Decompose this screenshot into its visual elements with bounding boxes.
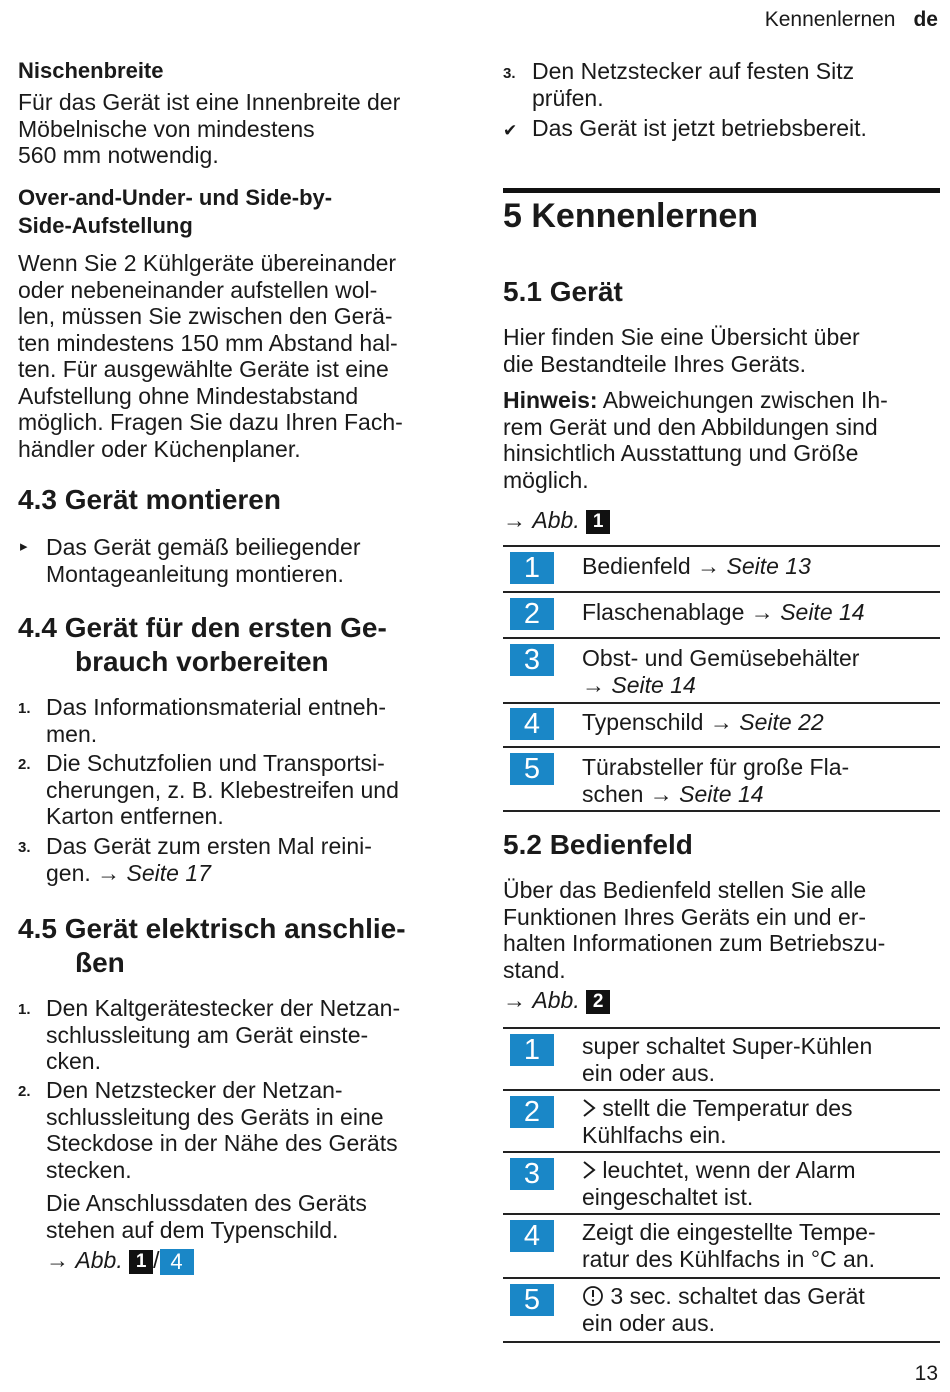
text-line: stand. [503, 956, 566, 983]
text-line: die Bestandteile Ihres Geräts. [503, 350, 806, 377]
text-line: schlussleitung am Gerät einste- [46, 1021, 369, 1048]
item-number-badge: 5 [510, 753, 554, 785]
table-row [503, 1089, 940, 1151]
text-line: Das Gerät zum ersten Mal reini- [46, 833, 372, 859]
cell-text-part: leuchtet, wenn der Alarm [596, 1157, 856, 1183]
text-line: händler oder Küchenplaner. [18, 435, 301, 462]
text-line: 560 mm notwendig. [18, 142, 219, 168]
bullet-icon: ▸ [20, 538, 28, 555]
item-number-badge: 3 [510, 1158, 554, 1190]
figure-label: Abb. [532, 987, 580, 1013]
cell-text-part: stellt die Temperatur des [596, 1095, 853, 1121]
figure-label: Abb. [532, 507, 580, 533]
text-line: Das Gerät gemäß beiliegender [46, 534, 361, 560]
text-line: men. [46, 720, 98, 747]
page-link[interactable]: Seite 14 [679, 780, 764, 807]
page-link[interactable]: Seite 14 [611, 671, 696, 698]
table-cell [582, 1219, 940, 1272]
item-number-badge: 4 [510, 1220, 554, 1252]
control-panel-table [503, 1027, 940, 1343]
figure-number-box[interactable]: 1 [586, 510, 610, 534]
text-line: schlussleitung des Geräts in eine [46, 1103, 384, 1130]
table-bottom-rule [503, 1341, 940, 1343]
step-3 [503, 58, 940, 111]
check-icon: ✔ [503, 121, 518, 140]
text-line [46, 860, 458, 887]
text-line: rem Gerät und den Abbildungen sind [503, 413, 878, 440]
list-item [18, 694, 458, 747]
arrow-icon: → [503, 987, 526, 1013]
table-bottom-rule [503, 810, 940, 812]
table-row [503, 1151, 940, 1213]
note-label: Hinweis: [503, 387, 598, 413]
section-5-2-heading: 5.2 Bedienfeld [503, 829, 693, 860]
step-number: 1. [18, 700, 31, 717]
list-item [18, 995, 458, 1075]
chevron-right-icon [582, 1160, 596, 1180]
table-row [503, 545, 940, 591]
text-line: möglich. Fragen Sie dazu Ihren Fach- [18, 409, 403, 435]
figure-reference [46, 1247, 194, 1275]
cell-text [582, 1157, 940, 1184]
table-cell [582, 645, 940, 698]
text-line: Montageanleitung montieren. [46, 560, 344, 587]
arrow-icon: → [503, 507, 526, 533]
s51-text [503, 324, 860, 377]
cell-text: Zeigt die eingestellte Tempe- [582, 1219, 876, 1245]
cell-text-part: 3 sec. schaltet das Gerät [604, 1283, 865, 1309]
section-5-1-heading: 5.1 Gerät [503, 276, 623, 307]
table-cell [582, 1157, 940, 1210]
text-line: stecken. [46, 1156, 132, 1183]
table-row [503, 746, 940, 810]
step-number: 2. [18, 1083, 31, 1100]
header-lang: de [913, 8, 938, 31]
text-line: Den Netzstecker der Netzan- [46, 1077, 343, 1103]
text-line: oder nebeneinander aufstellen wol- [18, 276, 378, 303]
s52-text [503, 877, 885, 983]
cell-text: Flaschenablage → [582, 599, 781, 625]
header-section: Kennenlernen [764, 8, 896, 31]
page-link[interactable]: Seite 14 [780, 599, 865, 625]
power-icon [582, 1285, 604, 1307]
cell-text: ratur des Kühlfachs in °C an. [582, 1245, 876, 1272]
page-link[interactable]: Seite 22 [739, 709, 824, 735]
text-line: Möbelnische von mindestens [18, 115, 315, 142]
separator: / [153, 1247, 160, 1273]
table-row [503, 1277, 940, 1341]
step-number: 3. [503, 65, 516, 82]
heading-line: brauch vorbereiten [75, 646, 329, 677]
over-under-heading [18, 184, 332, 240]
text-line: prüfen. [532, 84, 604, 111]
text-line: Wenn Sie 2 Kühlgeräte übereinander [18, 250, 397, 276]
table-cell [582, 599, 940, 626]
text-line: Karton entfernen. [46, 803, 224, 829]
table-row [503, 702, 940, 746]
s43-step [18, 534, 458, 587]
table-cell [582, 553, 940, 580]
item-number-box[interactable]: 4 [160, 1249, 194, 1275]
heading-line: 4.5 Gerät elektrisch anschlie- [18, 913, 406, 944]
item-number-badge: 2 [510, 598, 554, 630]
cell-text: super schaltet Super-Kühlen [582, 1033, 873, 1059]
over-under-text [18, 250, 403, 462]
cell-text [582, 1283, 940, 1310]
page-header [765, 8, 938, 32]
text-line: cken. [46, 1048, 101, 1074]
step-number: 3. [18, 839, 31, 856]
note-text: Abweichungen zwischen Ih- [597, 387, 888, 413]
figure-reference-1 [503, 507, 610, 534]
text-line: ten mindestens 150 mm Abstand hal- [18, 329, 398, 356]
text-line: halten Informationen zum Betriebszu- [503, 930, 886, 956]
step-number: 2. [18, 756, 31, 773]
heading-line: 4.4 Gerät für den ersten Ge- [18, 612, 387, 643]
cell-text: Typenschild → [582, 709, 740, 735]
hinweis-note [503, 387, 940, 493]
text-line: Aufstellung ohne Mindestabstand [18, 382, 359, 409]
nische-text [18, 89, 400, 169]
page-link[interactable]: Seite 17 [126, 859, 211, 886]
page-number: 13 [914, 1362, 938, 1385]
table-cell [582, 709, 940, 736]
chapter-5-heading: 5 Kennenlernen [503, 197, 759, 235]
section-4-5-heading [18, 912, 406, 980]
text-line: ten. Für ausgewählte Geräte ist eine [18, 356, 389, 382]
text-line: Für das Gerät ist eine Innenbreite der [18, 89, 401, 115]
table-cell [582, 754, 940, 807]
cell-text: eingeschaltet ist. [582, 1183, 754, 1210]
cell-text [582, 781, 940, 808]
figure-number-box[interactable]: 2 [586, 990, 610, 1014]
components-table [503, 545, 940, 812]
cell-text: Kühlfachs ein. [582, 1121, 727, 1148]
text-line: hinsichtlich Ausstattung und Größe [503, 440, 859, 466]
chapter-rule [503, 188, 940, 193]
item-number-badge: 1 [510, 1034, 554, 1066]
table-row [503, 637, 940, 702]
table-cell [582, 1033, 940, 1086]
text-line: Den Netzstecker auf festen Sitz [532, 58, 855, 84]
heading-line: Side-Aufstellung [18, 213, 193, 238]
text-line: Die Schutzfolien und Transportsi- [46, 750, 385, 776]
nische-heading: Nischenbreite [18, 58, 164, 83]
heading-line: Over-and-Under- und Side-by- [18, 185, 333, 210]
result-line [503, 115, 867, 145]
section-4-4-heading [18, 611, 387, 679]
figure-label: Abb. [75, 1247, 123, 1273]
table-cell [582, 1095, 940, 1148]
text-line: möglich. [503, 466, 589, 493]
text-line: cherungen, z. B. Klebestreifen und [46, 776, 399, 803]
list-item [18, 750, 458, 830]
table-row [503, 1213, 940, 1277]
page-link[interactable]: Seite 13 [726, 553, 811, 579]
text-line: Über das Bedienfeld stellen Sie alle [503, 877, 867, 903]
text-line: len, müssen Sie zwischen den Gerä- [18, 303, 393, 329]
text-line: Funktionen Ihres Geräts ein und er- [503, 903, 867, 930]
figure-reference-2 [503, 987, 610, 1014]
text-line: stehen auf dem Typenschild. [46, 1216, 339, 1243]
result-text: Das Gerät ist jetzt betriebsbereit. [532, 115, 867, 141]
cell-text: Obst- und Gemüsebehälter [582, 645, 860, 671]
item-number-badge: 4 [510, 708, 554, 740]
table-row [503, 591, 940, 637]
cell-text: ein oder aus. [582, 1309, 715, 1336]
chevron-right-icon [582, 1098, 596, 1118]
table-cell [582, 1283, 940, 1336]
figure-number-box[interactable]: 1 [129, 1250, 153, 1274]
heading-line: ßen [75, 947, 125, 978]
item-number-badge: 2 [510, 1096, 554, 1128]
item-number-badge: 1 [510, 552, 554, 584]
table-row [503, 1027, 940, 1089]
text-line [503, 387, 940, 414]
cell-text [582, 1095, 940, 1122]
cell-text: ein oder aus. [582, 1059, 715, 1086]
ref-arrow: → [582, 671, 612, 698]
text-line: Steckdose in der Nähe des Geräts [46, 1130, 398, 1156]
connection-note [46, 1190, 367, 1243]
text-line: Hier finden Sie eine Übersicht über [503, 324, 860, 350]
ref-arrow: schen → [582, 780, 680, 807]
text-line: Das Informationsmaterial entneh- [46, 694, 387, 720]
list-item [18, 833, 458, 886]
cell-text [582, 672, 940, 699]
arrow-icon: → [46, 1247, 69, 1273]
step-number: 1. [18, 1001, 31, 1018]
text-line: Den Kaltgerätestecker der Netzan- [46, 995, 401, 1021]
section-4-3-heading: 4.3 Gerät montieren [18, 484, 281, 515]
item-number-badge: 5 [510, 1284, 554, 1316]
list-item [18, 1077, 458, 1183]
item-number-badge: 3 [510, 644, 554, 676]
cell-text: Türabsteller für große Fla- [582, 754, 850, 780]
text-line: Die Anschlussdaten des Geräts [46, 1190, 367, 1216]
cell-text: Bedienfeld → [582, 553, 727, 579]
ref-arrow: gen. → [46, 859, 127, 886]
